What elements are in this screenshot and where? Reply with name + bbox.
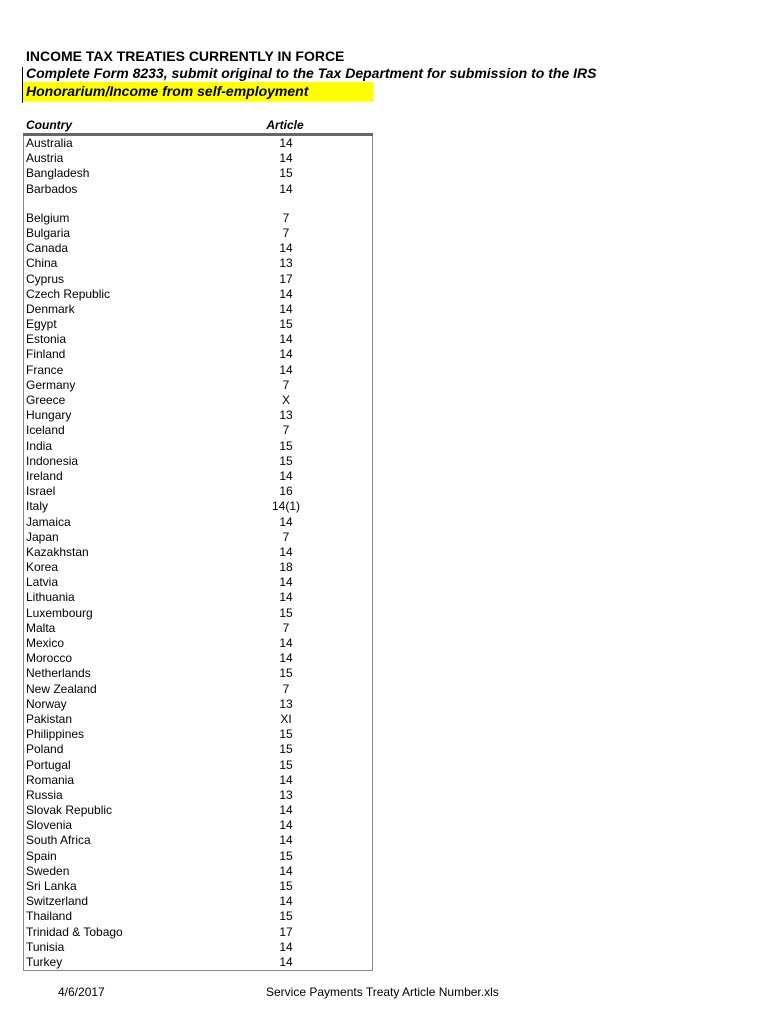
article-cell: 14 (279, 362, 293, 377)
article-cell: 15 (279, 666, 293, 681)
article-cell: 17 (279, 271, 293, 286)
country-cell: France (26, 362, 64, 377)
country-cell: Bulgaria (26, 225, 71, 240)
table-row (24, 788, 372, 803)
table-row (24, 712, 372, 727)
table-row (24, 469, 372, 484)
country-cell: Spain (26, 848, 57, 863)
table-row (24, 287, 372, 302)
article-cell: 15 (279, 757, 293, 772)
article-cell: 14 (279, 833, 293, 848)
article-cell: 14 (279, 818, 293, 833)
section-heading: Honorarium/Income from self-employment (23, 82, 373, 101)
country-cell: Sweden (26, 863, 70, 878)
country-cell: South Africa (26, 833, 91, 848)
article-cell: 15 (279, 879, 293, 893)
country-cell: Sri Lanka (26, 879, 77, 893)
table-row (24, 226, 372, 241)
country-cell: Czech Republic (26, 286, 111, 301)
table-row (24, 423, 372, 438)
table-row (24, 955, 372, 970)
table-row (24, 590, 372, 605)
country-cell: Tunisia (26, 939, 65, 954)
article-cell: 7 (282, 529, 290, 544)
table-row (24, 332, 372, 347)
country-cell: Slovenia (26, 818, 73, 833)
footer-date: 4/6/2017 (58, 985, 105, 999)
table-row (24, 682, 372, 697)
table-row (24, 256, 372, 271)
page-subtitle: Complete Form 8233, submit original to the Tax Department for submission to the IRS (26, 65, 597, 81)
article-cell: 15 (279, 453, 293, 468)
table-row (24, 408, 372, 423)
article-cell: 14 (279, 803, 293, 818)
table-row (24, 545, 372, 560)
country-cell: Lithuania (26, 590, 75, 605)
treaty-table (23, 118, 373, 971)
country-cell: Italy (26, 499, 49, 514)
article-cell: 13 (279, 696, 293, 711)
country-cell: Greece (26, 393, 66, 407)
article-cell: 18 (279, 560, 293, 575)
country-cell: Turkey (26, 954, 63, 969)
country-cell: Luxembourg (26, 605, 93, 620)
page-title: INCOME TAX TREATIES CURRENTLY IN FORCE (26, 48, 345, 64)
table-row (24, 454, 372, 469)
article-cell: 15 (279, 848, 293, 863)
article-cell: X (281, 393, 290, 407)
table-row (24, 803, 372, 818)
table-row (24, 666, 372, 681)
table-row (24, 136, 372, 151)
article-cell: 14 (279, 301, 293, 316)
country-cell: New Zealand (26, 681, 97, 696)
table-row (24, 651, 372, 666)
table-row (24, 166, 372, 181)
country-cell: Austria (26, 151, 64, 166)
country-cell: Australia (26, 136, 73, 150)
table-row (24, 697, 372, 712)
country-cell: Finland (26, 347, 66, 362)
article-cell: 14 (279, 241, 293, 256)
article-cell: 14 (279, 468, 293, 483)
article-cell: 14 (279, 772, 293, 787)
article-cell: 13 (279, 256, 293, 271)
table-row (24, 439, 372, 454)
article-cell: 15 (279, 317, 293, 332)
table-row (24, 560, 372, 575)
country-cell: Canada (26, 241, 69, 256)
table-row (24, 833, 372, 848)
table-header (23, 118, 373, 136)
table-row (24, 499, 372, 514)
country-cell: Kazakhstan (26, 544, 89, 559)
article-cell: XI (280, 711, 292, 726)
article-cell: 15 (279, 438, 293, 453)
country-cell: Norway (26, 696, 67, 711)
table-row (24, 758, 372, 773)
article-cell: 14 (279, 544, 293, 559)
article-cell: 14 (279, 590, 293, 605)
country-cell: Ireland (26, 468, 63, 483)
table-row (24, 241, 372, 256)
article-cell: 14 (279, 347, 293, 362)
article-cell: 17 (279, 924, 293, 939)
table-row (24, 621, 372, 636)
table-row (24, 606, 372, 621)
table-row (24, 909, 372, 924)
country-cell: China (26, 256, 58, 271)
table-row (24, 151, 372, 166)
country-cell: Israel (26, 484, 56, 499)
country-cell: Denmark (26, 301, 75, 316)
country-cell: Belgium (26, 210, 70, 225)
country-cell: Japan (26, 529, 59, 544)
country-cell: Estonia (26, 332, 67, 347)
article-cell: 7 (282, 681, 290, 696)
article-cell: 14 (279, 136, 293, 150)
article-cell: 15 (279, 909, 293, 924)
country-cell: Thailand (26, 909, 73, 924)
article-cell: 7 (282, 225, 290, 240)
country-cell: Bangladesh (26, 166, 90, 181)
article-cell: 7 (282, 377, 290, 392)
article-cell: 13 (279, 787, 293, 802)
article-cell: 14 (279, 514, 293, 529)
article-cell: 14(1) (271, 499, 300, 514)
column-header-country: Country (26, 118, 72, 132)
country-cell: Portugal (26, 757, 71, 772)
article-cell: 14 (279, 651, 293, 666)
country-cell: Russia (26, 787, 63, 802)
country-cell: Trinidad & Tobago (26, 924, 123, 939)
table-row (24, 182, 372, 197)
table-row (24, 378, 372, 393)
table-body (23, 136, 373, 971)
group-spacer (24, 197, 372, 211)
table-row (24, 363, 372, 378)
article-cell: 14 (279, 954, 293, 969)
table-row (24, 575, 372, 590)
article-cell: 13 (279, 408, 293, 423)
footer-filename: Service Payments Treaty Article Number.xls (266, 985, 499, 999)
country-cell: Germany (26, 377, 76, 392)
country-cell: India (26, 438, 53, 453)
country-cell: Slovak Republic (26, 803, 113, 818)
country-cell: Barbados (26, 181, 78, 196)
table-row (24, 636, 372, 651)
table-row (24, 484, 372, 499)
table-row (24, 849, 372, 864)
article-cell: 7 (282, 210, 290, 225)
table-row (24, 879, 372, 894)
table-row (24, 302, 372, 317)
table-row (24, 530, 372, 545)
country-cell: Mexico (26, 636, 65, 650)
article-cell: 14 (279, 286, 293, 301)
country-cell: Indonesia (26, 453, 79, 468)
article-cell: 14 (279, 939, 293, 954)
country-cell: Romania (26, 772, 75, 787)
article-cell: 15 (279, 727, 293, 742)
article-cell: 14 (279, 863, 293, 878)
table-row (24, 940, 372, 955)
table-row (24, 773, 372, 788)
table-row (24, 393, 372, 408)
article-cell: 16 (279, 484, 293, 499)
country-cell: Morocco (26, 651, 73, 666)
table-row (24, 742, 372, 757)
article-cell: 14 (279, 894, 293, 909)
table-row (24, 317, 372, 332)
table-row (24, 727, 372, 742)
country-cell: Malta (26, 620, 56, 635)
country-cell: Latvia (26, 575, 59, 590)
table-row (24, 211, 372, 226)
article-cell: 7 (282, 620, 290, 635)
country-cell: Iceland (26, 423, 65, 438)
table-row (24, 894, 372, 909)
country-cell: Netherlands (26, 666, 91, 681)
article-cell: 7 (282, 423, 290, 438)
country-cell: Pakistan (26, 711, 73, 726)
country-cell: Switzerland (26, 894, 89, 909)
article-cell: 14 (279, 151, 293, 166)
table-row (24, 818, 372, 833)
country-cell: Poland (26, 742, 64, 757)
country-cell: Hungary (26, 408, 72, 423)
article-cell: 14 (279, 636, 293, 650)
article-cell: 14 (279, 575, 293, 590)
table-row (24, 515, 372, 530)
country-cell: Philippines (26, 727, 85, 742)
table-row (24, 272, 372, 287)
country-cell: Jamaica (26, 514, 71, 529)
table-row (24, 864, 372, 879)
article-cell: 14 (279, 181, 293, 196)
article-cell: 14 (279, 332, 293, 347)
country-cell: Egypt (26, 317, 57, 332)
table-row (24, 347, 372, 362)
table-row (24, 925, 372, 940)
article-cell: 15 (279, 166, 293, 181)
article-cell: 15 (279, 605, 293, 620)
article-cell: 15 (279, 742, 293, 757)
country-cell: Korea (26, 560, 59, 575)
country-cell: Cyprus (26, 271, 65, 286)
column-header-article: Article (266, 118, 304, 132)
